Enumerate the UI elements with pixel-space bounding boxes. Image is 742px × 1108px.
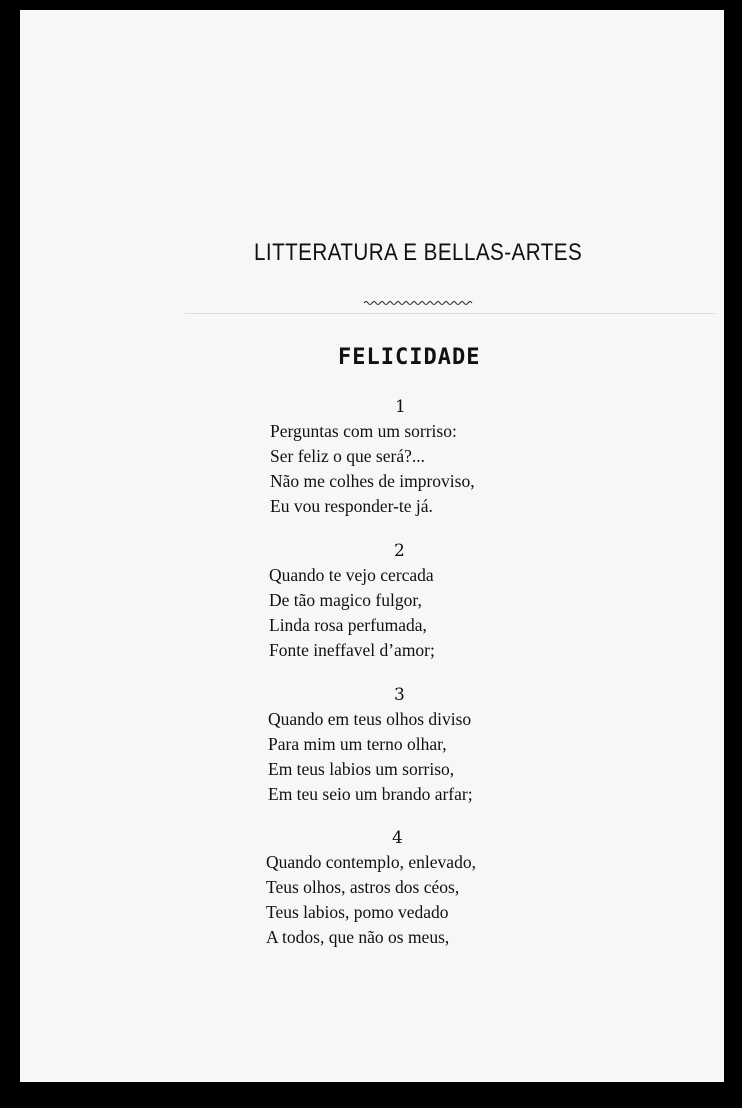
section-title: LITTERATURA E BELLAS-ARTES <box>254 239 583 266</box>
poem-line: Teus labios, pomo vedado <box>266 902 449 922</box>
poem-line: Eu vou responder-te já. <box>270 496 433 516</box>
poem-line: Em teu seio um brando arfar; <box>268 784 473 804</box>
poem-line: Para mim um terno olhar, <box>268 734 447 754</box>
poem-line: Quando em teus olhos diviso <box>268 709 472 729</box>
poem-line: Teus olhos, astros dos céos, <box>266 877 460 897</box>
ornamental-rule <box>364 299 474 307</box>
poem-title: FELICIDADE <box>338 345 481 370</box>
stanza-number: 4 <box>392 828 403 848</box>
stanza-number: 2 <box>394 541 405 561</box>
bleed-through-rule <box>185 313 715 314</box>
poem-line: A todos, que não os meus, <box>266 927 450 947</box>
stanza-number: 3 <box>394 685 405 705</box>
poem-line: Quando contemplo, enlevado, <box>266 852 476 872</box>
poem-line: De tão magico fulgor, <box>269 590 422 610</box>
poem-line: Linda rosa perfumada, <box>269 615 427 635</box>
poem-line: Perguntas com um sorriso: <box>270 421 457 441</box>
poem-line: Fonte ineffavel d’amor; <box>269 640 435 660</box>
book-page <box>20 10 724 1082</box>
poem-line: Não me colhes de improviso, <box>270 471 475 491</box>
poem-line: Em teus labios um sorriso, <box>268 759 455 779</box>
poem-line: Ser feliz o que será?... <box>270 446 425 466</box>
stanza-number: 1 <box>395 397 406 417</box>
poem-line: Quando te vejo cercada <box>269 565 434 585</box>
